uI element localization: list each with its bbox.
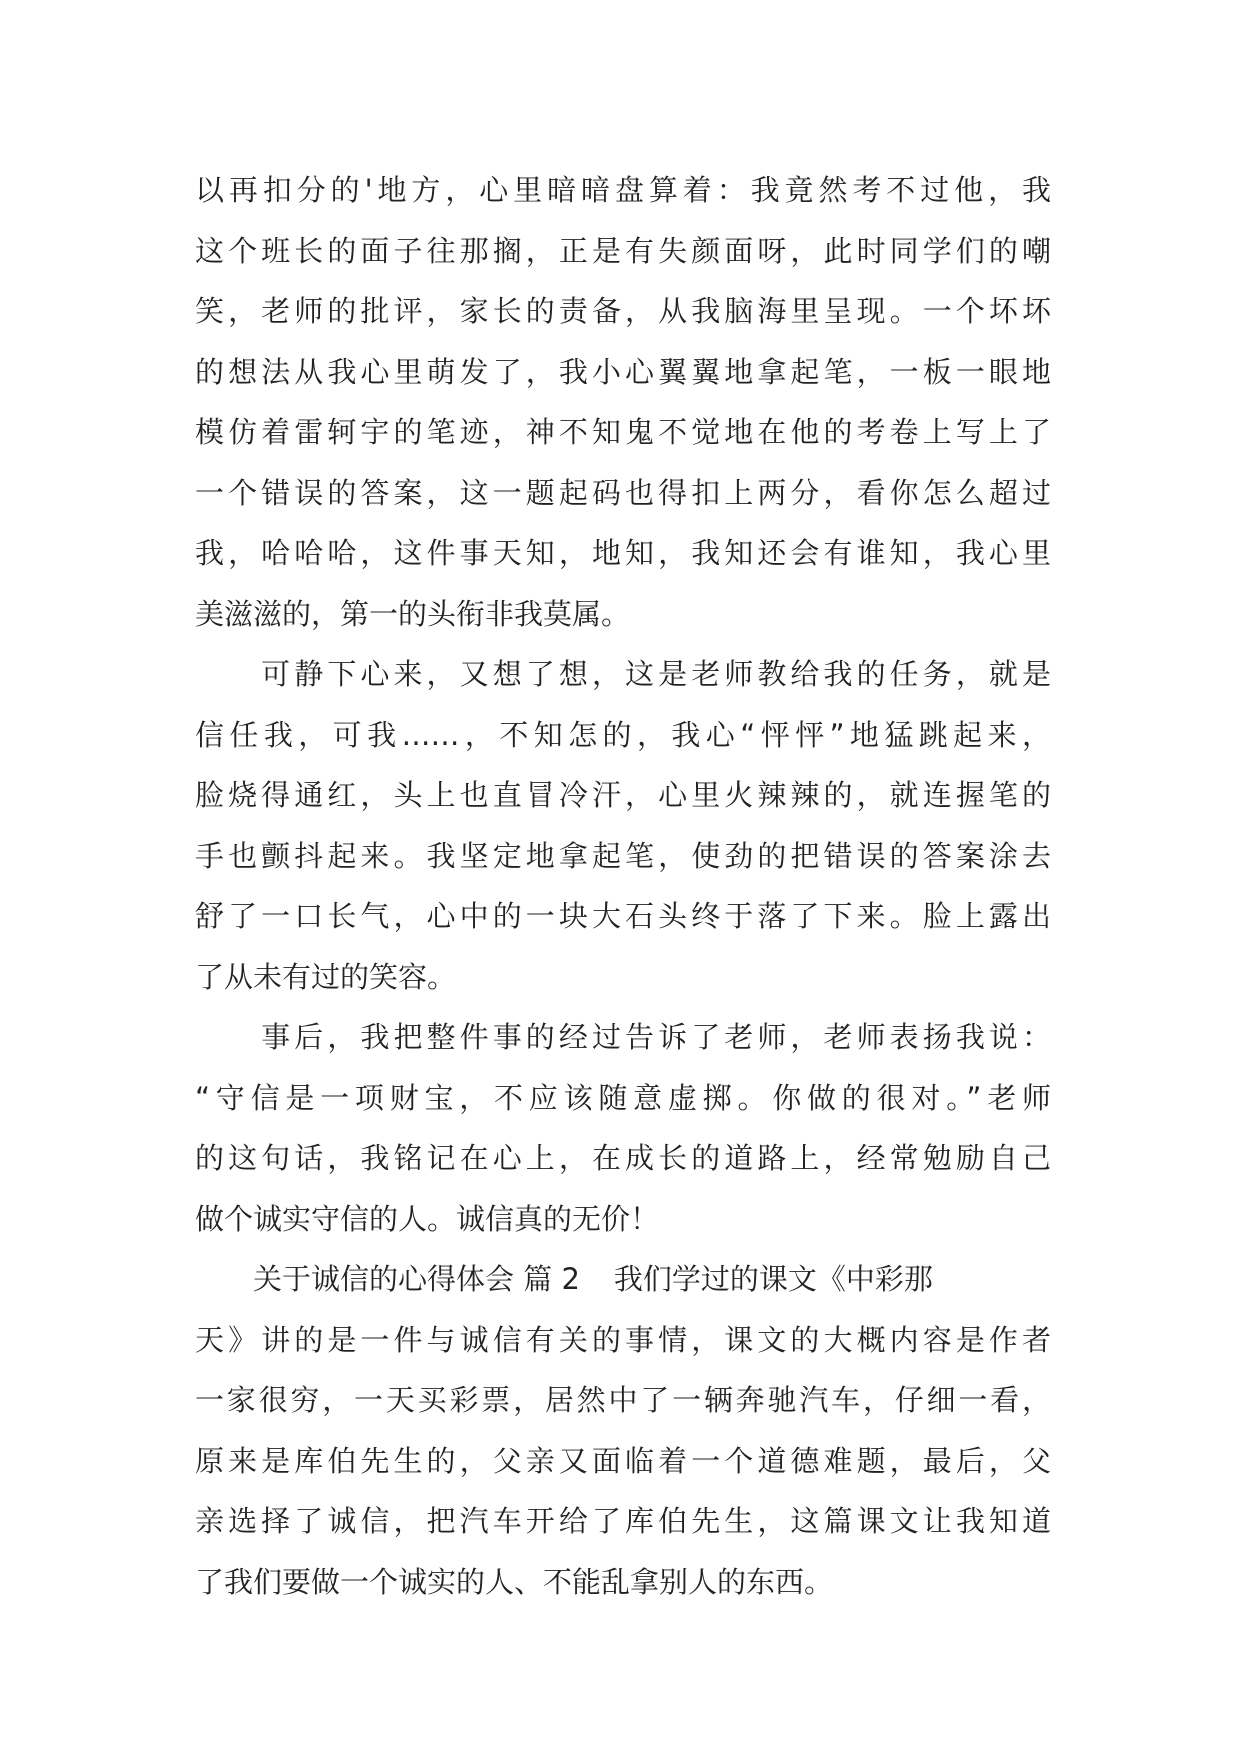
text-line: 信任我，可我……，不知怎的，我心“怦怦”地猛跳起来， (195, 717, 1051, 752)
document-body (195, 160, 1051, 1612)
text-line: 脸烧得通红，头上也直冒冷汗，心里火辣辣的，就连握笔的 (195, 778, 1051, 812)
text-line: 手也颤抖起来。我坚定地拿起笔，使劲的把错误的答案涂去 (195, 838, 1051, 873)
section-number: 篇 2 (523, 1262, 580, 1296)
text-line: 的想法从我心里萌发了，我小心翼翼地拿起笔，一板一眼地 (195, 354, 1051, 389)
section-title: 关于诚信的心得体会 (253, 1262, 515, 1296)
text-line: 原来是库伯先生的，父亲又面临着一个道德难题，最后，父 (195, 1443, 1051, 1478)
text-line: 可静下心来，又想了想，这是老师教给我的任务，就是 (195, 657, 1051, 691)
section-first-text: 我们学过的课文《中彩那 (613, 1262, 933, 1296)
text-line: 了我们要做一个诚实的人、不能乱拿别人的东西。 (195, 1564, 834, 1599)
text-line: 这个班长的面子往那搁，正是有失颜面呀，此时同学们的嘲 (195, 233, 1051, 268)
text-line: 模仿着雷轲宇的笔迹，神不知鬼不觉地在他的考卷上写上了 (195, 415, 1051, 449)
text-line: 的这句话，我铭记在心上，在成长的道路上，经常勉励自己 (195, 1141, 1051, 1175)
text-line: 天》讲的是一件与诚信有关的事情，课文的大概内容是作者 (195, 1322, 1051, 1357)
text-line: 舒了一口长气，心中的一块大石头终于落了下来。脸上露出 (195, 899, 1051, 933)
text-line: “守信是一项财宝，不应该随意虚掷。你做的很对。”老师 (195, 1080, 1051, 1115)
text-line: 亲选择了诚信，把汽车开给了库伯先生，这篇课文让我知道 (195, 1504, 1051, 1538)
section-heading-line (195, 1249, 1051, 1310)
text-line: 做个诚实守信的人。诚信真的无价！ (195, 1201, 660, 1236)
text-line: 一个错误的答案，这一题起码也得扣上两分，看你怎么超过 (195, 475, 1051, 510)
text-line: 以再扣分的'地方，心里暗暗盘算着：我竟然考不过他，我 (195, 173, 1051, 207)
text-line: 笑，老师的批评，家长的责备，从我脑海里呈现。一个坏坏 (195, 294, 1051, 328)
text-line: 了从未有过的笑容。 (195, 959, 457, 994)
text-line: 美滋滋的，第一的头衔非我莫属。 (195, 596, 631, 631)
text-line: 一家很穷，一天买彩票，居然中了一辆奔驰汽车，仔细一看， (195, 1383, 1051, 1417)
text-line: 我，哈哈哈，这件事天知，地知，我知还会有谁知，我心里 (195, 536, 1051, 570)
text-line: 事后，我把整件事的经过告诉了老师，老师表扬我说： (195, 1020, 1051, 1054)
